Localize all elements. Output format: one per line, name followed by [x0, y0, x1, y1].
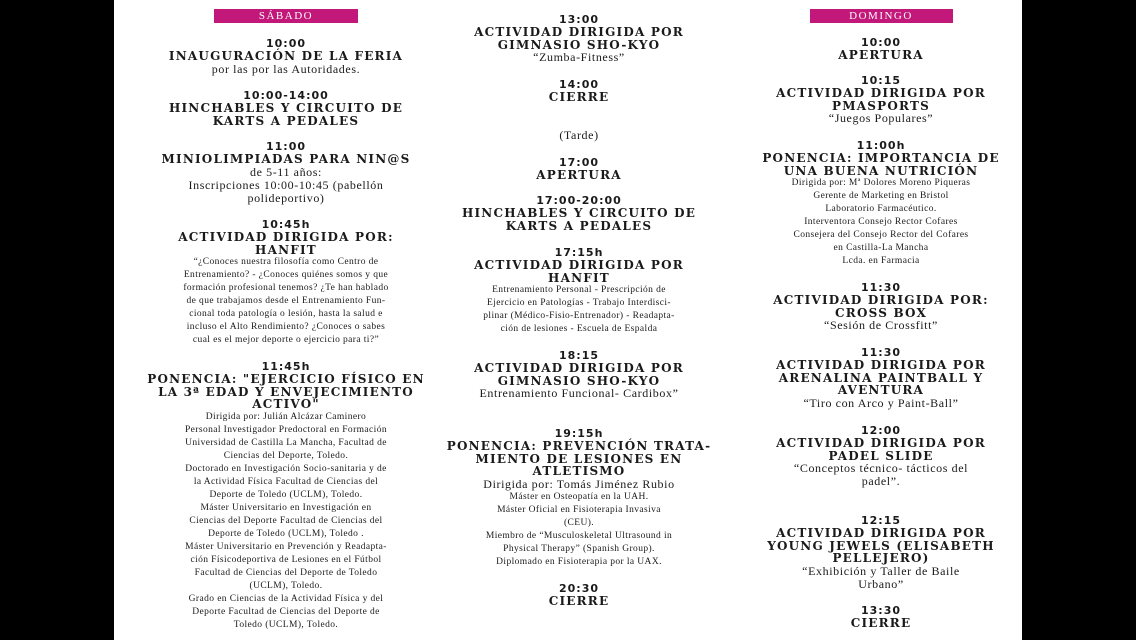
event-centro-6: [434, 349, 724, 400]
event-time: 11:00: [265, 140, 306, 153]
event-time: 11:30: [860, 346, 901, 359]
event-title: ACTIVIDAD DIRIGIDA POR: CROSS BOX: [773, 293, 989, 320]
event-title: PONENCIA: "EJERCICIO FÍSICO EN LA 3ª EDAD Y ENVEJECIMIENTO ACTIVO": [147, 372, 425, 411]
event-description: Dirigida por: Julián Alcázar Caminero Personal Investigador Predoctoral en Formación Universidad de Castilla La Mancha, Facultad de Ciencias del Deporte, Toledo. Doctorado en Investigación Socio-sanitaria y de la Actividad Física Facultad de Ciencias del Deporte de Toledo (UCLM), Toledo. Máster Universitario en Investigación en Ciencias del Deporte Facultad de Ciencias del Deporte de Toledo (UCLM), Toledo . Máster Universitario en Prevención y Readapta- ción Físicodeportiva de Lesiones en el Fútbol Facultad de Ciencias del Deporte de Toledo (UCLM), Toledo. Grado en Ciencias de la Actividad Física y del Deporte Facultad de Ciencias del Deporte de Toledo (UCLM), Toledo.: [184, 411, 388, 630]
event-description: Dirigida por: Mª Dolores Moreno Piqueras Gerente de Marketing en Bristol Laboratorio Farmacéutico. Interventora Consejo Rector Cofares Consejera del Consejo Rector del Cofares en Castilla-La Mancha Lcda. en Farmacia: [791, 178, 971, 266]
event-time: 11:00h: [856, 139, 906, 152]
event-title: ACTIVIDAD DIRIGIDA POR PMASPORTS: [776, 86, 986, 113]
event-title: PONENCIA: PREVENCIÓN TRATA- MIENTO DE LESIONES EN ATLETISMO: [446, 439, 712, 478]
event-time: 17:00: [558, 156, 599, 169]
event-centro-8: [434, 582, 724, 608]
event-subtitle: Entrenamiento Funcional- Cardibox”: [479, 386, 679, 400]
event-time: 17:15h: [554, 246, 604, 259]
event-time: 12:00: [860, 424, 901, 437]
event-subtitle: Dirigida por: Tomás Jiménez Rubio: [483, 476, 675, 491]
event-domingo-3: [732, 139, 1022, 268]
event-time: 11:45h: [261, 360, 311, 373]
event-subtitle: por las por las Autoridades.: [211, 61, 361, 76]
event-title: CIERRE: [548, 594, 610, 608]
event-subtitle: “Tiro con Arco y Paint-Ball”: [803, 395, 959, 410]
sabado-header: SÁBADO: [214, 9, 358, 23]
event-title: HINCHABLES Y CIRCUITO DE KARTS A PEDALES: [461, 206, 697, 233]
event-time: 13:00: [558, 13, 599, 26]
tarde-label: (Tarde): [559, 128, 599, 142]
event-title: ACTIVIDAD DIRIGIDA POR: HANFIT: [178, 230, 394, 257]
event-title: ACTIVIDAD DIRIGIDA POR HANFIT: [474, 258, 684, 285]
event-subtitle: “Conceptos técnico- tácticos del padel”.: [793, 461, 969, 488]
event-centro-7: [434, 427, 724, 569]
event-centro-1: [434, 13, 724, 64]
event-centro-2: [434, 78, 724, 104]
event-time: 12:15: [860, 514, 901, 527]
event-domingo-7: [732, 514, 1022, 591]
event-time: 10:15: [860, 74, 901, 87]
event-time: 10:00: [860, 36, 901, 49]
column-sabado: [142, 0, 430, 630]
domingo-header: DOMINGO: [810, 9, 953, 23]
program-page: [114, 0, 1022, 640]
event-time: 10:45h: [261, 218, 311, 231]
event-sabado-1: [142, 37, 430, 76]
event-time: 20:30: [558, 582, 599, 595]
event-domingo-1: [732, 36, 1022, 62]
event-sabado-4: [142, 218, 430, 347]
event-subtitle: de 5-11 años: Inscripciones 10:00-10:45 (pabellón polideportivo): [188, 164, 384, 205]
event-time: 19:15h: [554, 427, 604, 440]
event-description: Máster en Osteopatía en la UAH. Máster Oficial en Fisioterapia Invasiva (CEU). Miembro de “Musculoskeletal Ultrasound in Physical Therapy” (Spanish Group). Diplomado en Fisioterapia por la UAX.: [485, 491, 673, 567]
event-title: APERTURA: [536, 168, 622, 182]
event-time: 17:00-20:00: [536, 194, 622, 207]
event-title: APERTURA: [838, 48, 924, 62]
event-title: MINIOLIMPIADAS PARA NIN@S: [161, 152, 411, 166]
event-time: 10:00: [265, 37, 306, 50]
event-title: CIERRE: [850, 616, 912, 630]
event-subtitle: “Exhibición y Taller de Baile Urbano”: [802, 563, 960, 591]
event-sabado-3: [142, 140, 430, 205]
event-subtitle: “Zumba-Fitness”: [533, 50, 625, 64]
event-title: CIERRE: [548, 90, 610, 104]
event-sabado-2: [142, 89, 430, 127]
event-title: INAUGURACIÓN DE LA FERIA: [168, 49, 404, 63]
event-description: “¿Conoces nuestra filosofía como Centro de Entrenamiento? - ¿Conoces quiénes somos y que formación profesional tenemos? ¿Te han hablado de que trabajamos desde el Entrenamiento Fun- cional toda patología o lesión, hasta la salud e incluso el Alto Rendimiento? ¿Conoces o sabes cual es el mejor deporte o ejercicio para ti?”: [183, 257, 389, 345]
event-title: ACTIVIDAD DIRIGIDA POR GIMNASIO SHO-KYO: [474, 361, 684, 388]
event-title: PONENCIA: IMPORTANCIA DE UNA BUENA NUTRICIÓN: [762, 151, 1000, 178]
event-title: HINCHABLES Y CIRCUITO DE KARTS A PEDALES: [168, 101, 404, 128]
event-centro-5: [434, 246, 724, 336]
event-time: 14:00: [558, 78, 599, 91]
event-description: Entrenamiento Personal - Prescripción de Ejercicio en Patologías - Trabajo Interdisci- plinar (Médico-Fisio-Entrenador) - Readapta- ción de lesiones - Escuela de Espalda: [483, 285, 675, 334]
event-domingo-4: [732, 281, 1022, 332]
event-centro-4: [434, 194, 724, 232]
event-domingo-6: [732, 424, 1022, 488]
event-time: 13:30: [860, 604, 901, 617]
event-sabado-5: [142, 360, 430, 632]
event-subtitle: “Sesión de Crossfitt”: [824, 318, 938, 332]
event-time: 18:15: [558, 349, 599, 362]
event-time: 10:00-14:00: [243, 89, 329, 102]
event-time: 11:30: [860, 281, 901, 294]
column-domingo: [732, 0, 1022, 630]
event-subtitle: “Juegos Populares”: [828, 111, 934, 125]
event-domingo-2: [732, 74, 1022, 125]
event-domingo-5: [732, 346, 1022, 410]
event-title: ACTIVIDAD DIRIGIDA POR YOUNG JEWELS (ELISABETH PELLEJERO): [767, 526, 995, 565]
event-domingo-8: [732, 604, 1022, 630]
event-centro-3: [434, 156, 724, 182]
event-title: ACTIVIDAD DIRIGIDA POR GIMNASIO SHO-KYO: [474, 25, 684, 52]
event-title: ACTIVIDAD DIRIGIDA POR ARENALINA PAINTBALL Y AVENTURA: [776, 358, 986, 397]
event-title: ACTIVIDAD DIRIGIDA POR PADEL SLIDE: [776, 436, 986, 463]
